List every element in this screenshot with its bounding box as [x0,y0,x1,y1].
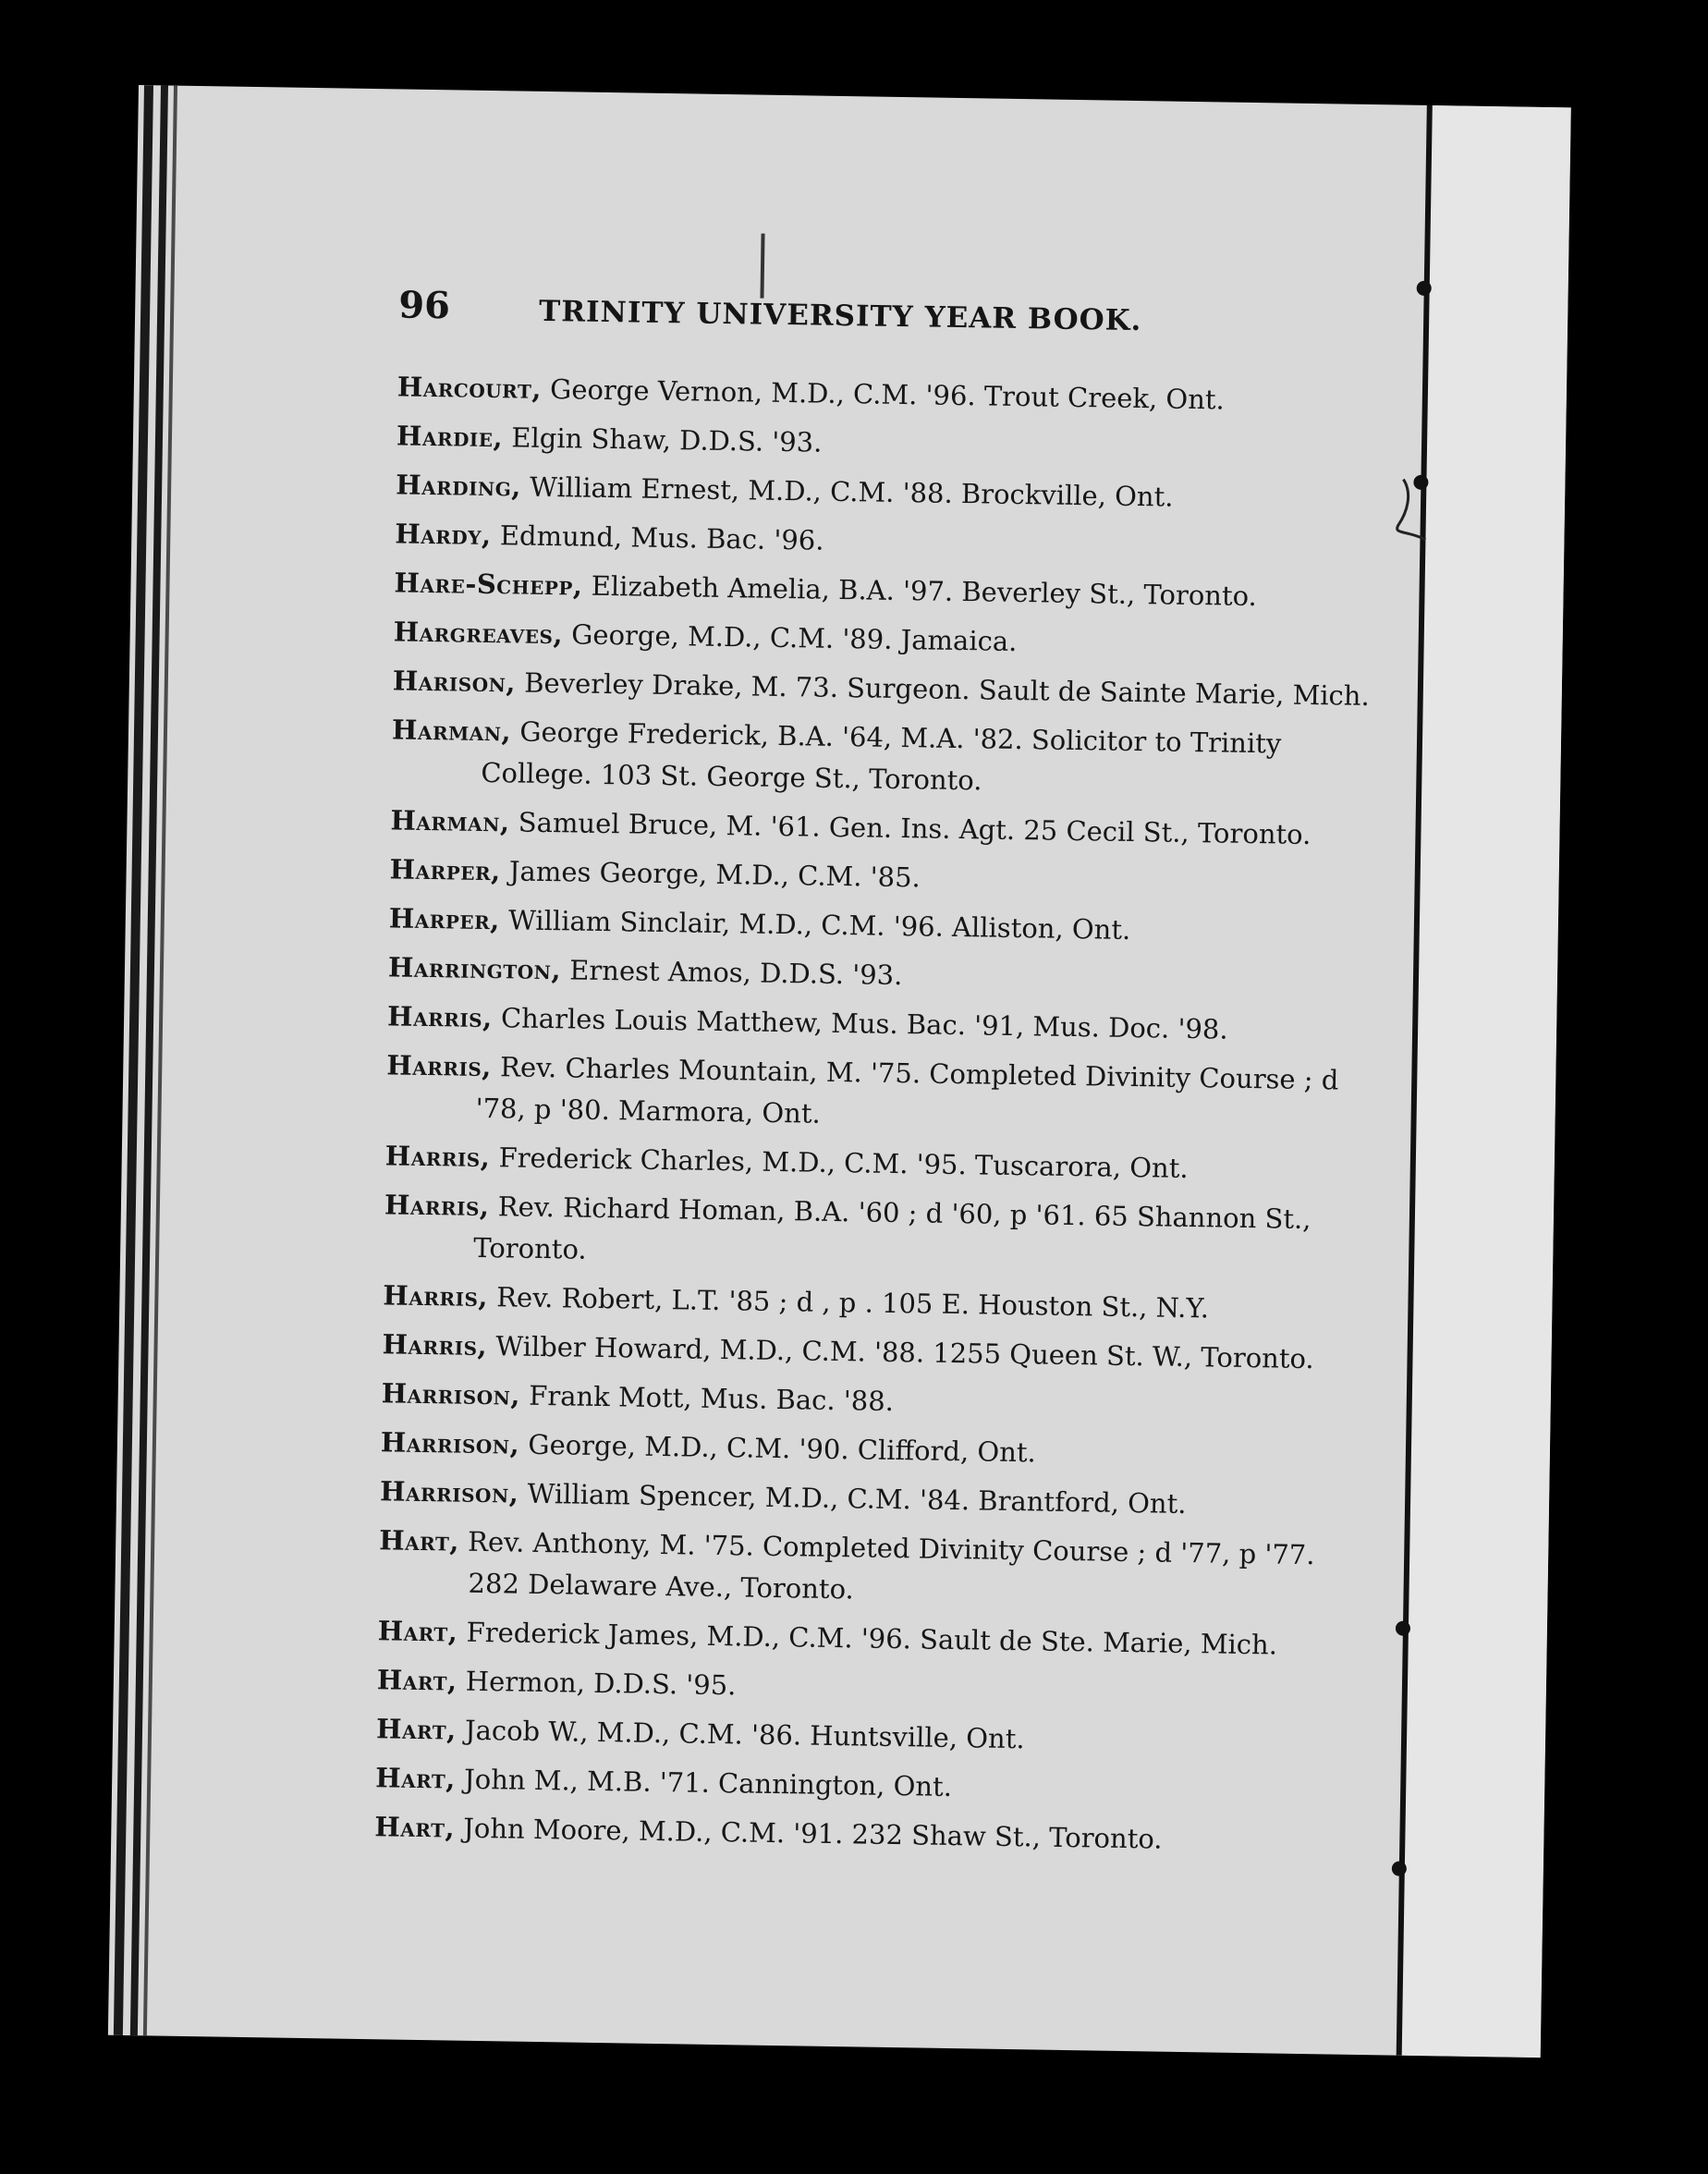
entry-surname: Harris, [384,1189,490,1223]
directory-entry [381,1373,1361,1430]
entry-details: James George, M.D., C.M. '85. [508,855,921,894]
directory-entry [393,660,1373,717]
directory-entry [393,611,1373,668]
entry-details: Rev. Anthony, M. '75. Completed Divinity Course ; d '77, p '77. 282 Delaware Ave., Toronto. [467,1525,1315,1606]
entry-surname: Harris, [386,1000,494,1034]
directory-entry [397,366,1378,423]
entry-details: George Vernon, M.D., C.M. '96. Trout Creek, Ont. [549,373,1226,416]
entry-surname: Hart, [376,1664,458,1697]
entry-details: Frank Mott, Mus. Bac. '88. [528,1379,895,1418]
entry-surname: Harper, [388,902,501,936]
entry-details: Charles Louis Matthew, Mus. Bac. '91, Mus. Doc. '98. [500,1002,1228,1045]
entry-surname: Hart, [379,1524,460,1557]
entry-surname: Hardy, [395,518,492,552]
entry-surname: Harper, [389,853,502,887]
directory-entry [376,1708,1357,1765]
entry-details: George, M.D., C.M. '90. Clifford, Ont. [528,1428,1037,1469]
entry-surname: Hart, [375,1713,458,1746]
directory-entry [380,1471,1360,1528]
entry-surname: Harris, [386,1049,493,1083]
entry-surname: Harris, [384,1140,491,1174]
page-number: 96 [397,283,451,328]
entry-details: Beverley Drake, M. 73. Surgeon. Sault de Sainte Marie, Mich. [523,666,1370,712]
directory-entry [381,1422,1361,1479]
directory-entries [374,366,1377,1870]
entry-details: Elizabeth Amelia, B.A. '97. Beverley St., Toronto. [591,569,1258,613]
directory-entry [384,1184,1364,1283]
entry-surname: Harrison, [381,1377,521,1411]
directory-entry [377,1610,1358,1667]
entry-surname: Hart, [374,1811,456,1844]
page-header [398,283,1231,351]
directory-entry [377,1659,1358,1716]
directory-entry [385,1044,1366,1143]
entry-surname: Hardie, [396,420,504,454]
entry-details: Ernest Amos, D.D.S. '93. [569,954,903,992]
directory-entry [390,800,1371,857]
entry-surname: Harding, [395,469,522,503]
running-title: TRINITY UNIVERSITY YEAR BOOK. [538,294,1142,338]
entry-surname: Harcourt, [396,371,543,405]
entry-details: Rev. Robert, L.T. '85 ; d , p . 105 E. Houston St., N.Y. [495,1281,1210,1325]
entry-details: John Moore, M.D., C.M. '91. 232 Shaw St., Toronto. [463,1812,1163,1855]
entry-details: Frederick Charles, M.D., C.M. '95. Tuscarora, Ont. [498,1142,1189,1184]
entry-surname: Hart, [377,1615,458,1648]
entry-details: Samuel Bruce, M. '61. Gen. Ins. Agt. 25 Cecil St., Toronto. [518,806,1312,851]
entry-surname: Harison, [392,665,517,699]
entry-details: John M., M.B. '71. Cannington, Ont. [463,1763,953,1803]
entry-surname: Hargreaves, [393,616,564,651]
entry-surname: Harman, [391,714,512,748]
entry-surname: Harman, [390,804,510,838]
binding-dot [1392,1862,1407,1876]
entry-details: George, M.D., C.M. '89. Jamaica. [571,618,1018,658]
directory-entry [378,1520,1359,1618]
directory-entry [389,898,1370,955]
binding-dot [1417,281,1432,296]
directory-entry [387,995,1368,1053]
entry-details: Hermon, D.D.S. '95. [465,1665,737,1702]
entry-details: Wilber Howard, M.D., C.M. '88. 1255 Queen St. W., Toronto. [495,1330,1314,1375]
directory-entry [383,1275,1363,1332]
entry-details: William Spencer, M.D., C.M. '84. Brantford, Ont. [527,1477,1187,1520]
binding-dot [1396,1621,1410,1636]
entry-details: William Ernest, M.D., C.M. '88. Brockville, Ont. [529,470,1174,513]
directory-entry [394,562,1374,619]
pencil-mark-icon [1384,474,1440,549]
directory-entry [396,415,1377,472]
entry-surname: Harris, [382,1328,488,1362]
entry-details: George Frederick, B.A. '64, M.A. '82. Solicitor to Trinity College. 103 St. George St., Toronto. [481,715,1282,797]
entry-surname: Harrison, [380,1426,520,1460]
entry-surname: Harrison, [379,1475,519,1509]
entry-details: Frederick James, M.D., C.M. '96. Sault de Ste. Marie, Mich. [466,1616,1278,1661]
entry-details: Edmund, Mus. Bac. '96. [499,519,824,556]
entry-details: Rev. Charles Mountain, M. '75. Completed Divinity Course ; d '78, p '80. Marmora, Ont. [475,1051,1339,1130]
entry-surname: Hart, [375,1762,457,1795]
directory-entry [375,1757,1356,1814]
directory-entry [374,1806,1355,1863]
entry-details: Elgin Shaw, D.D.S. '93. [511,421,823,458]
directory-entry [384,1135,1365,1192]
directory-entry [395,513,1375,570]
directory-entry [389,849,1370,906]
entry-details: Rev. Richard Homan, B.A. '60 ; d '60, p '61. 65 Shannon St., Toronto. [473,1191,1312,1265]
directory-entry [388,947,1369,1004]
entry-surname: Hare-Schepp, [394,567,583,602]
entry-surname: Harris, [383,1279,489,1313]
entry-details: William Sinclair, M.D., C.M. '96. Alliston, Ont. [507,904,1131,946]
directory-entry [396,464,1376,521]
scanned-page [108,85,1571,2058]
directory-entry [391,709,1372,808]
entry-details: Jacob W., M.D., C.M. '86. Huntsville, Ont. [464,1714,1025,1755]
adjacent-page-strip [1397,105,1571,2058]
directory-entry [382,1324,1362,1381]
entry-surname: Harrington, [387,951,562,986]
